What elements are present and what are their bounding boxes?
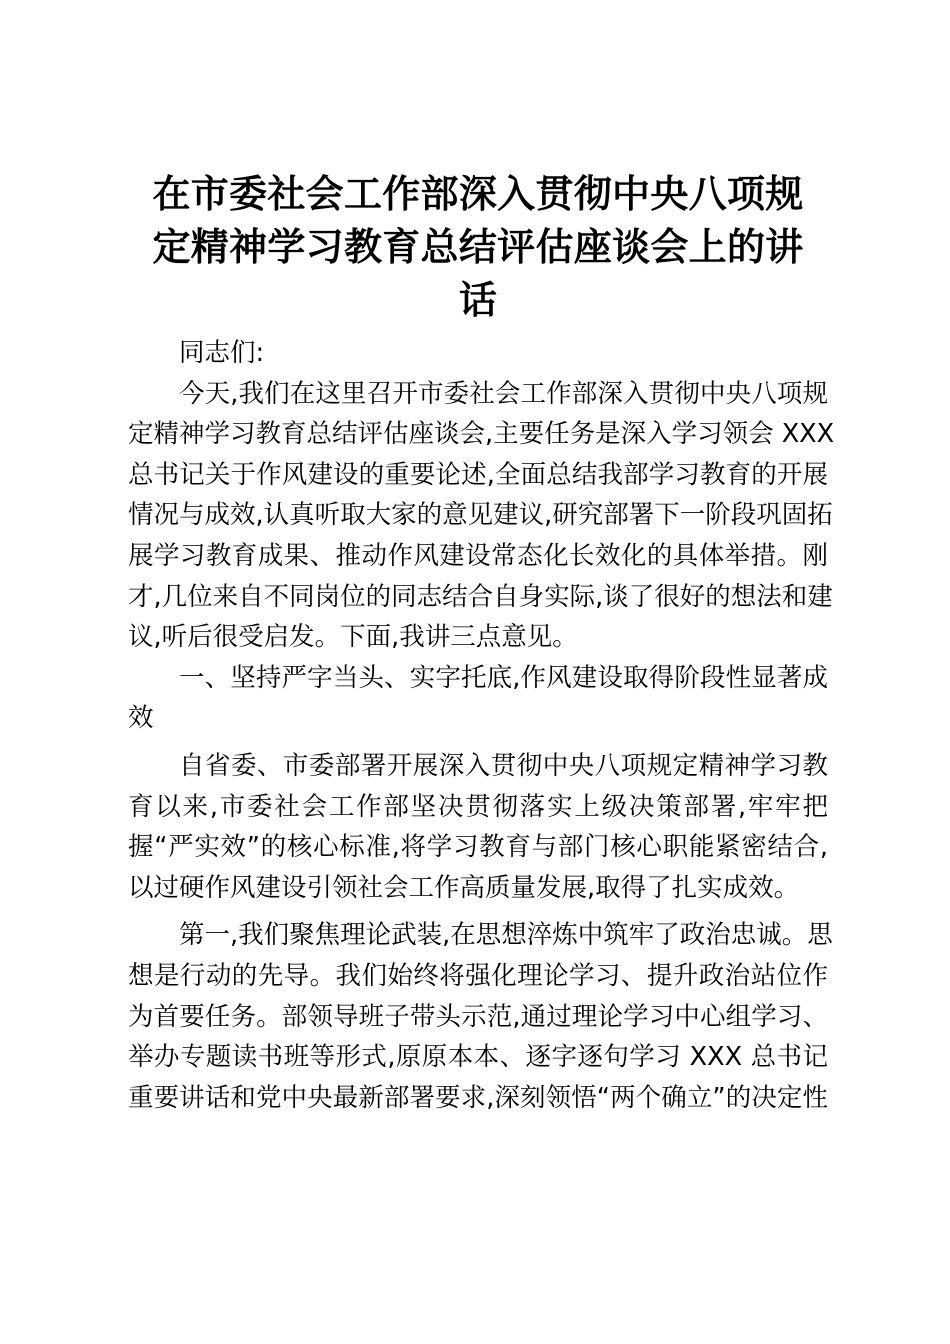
spacer	[128, 739, 828, 746]
paragraph-opening	[128, 374, 835, 658]
paragraph-line: 以过硬作风建设引领社会工作高质量发展,取得了扎实成效。	[128, 872, 800, 903]
paragraph-line: 育以来,市委社会工作部坚决贯彻落实上级决策部署,牢牢把	[128, 791, 828, 822]
paragraph-line: 重要讲话和党中央最新部署要求,深刻领悟“两个确立”的决定性	[128, 1082, 828, 1113]
section-heading-1	[128, 658, 828, 739]
paragraph-line: 第一,我们聚焦理论武装,在思想淬炼中筑牢了政治忠诚。思	[179, 920, 833, 951]
heading-line: 效	[128, 703, 154, 734]
paragraph-line: 议,听后很受启发。下面,我讲三点意见。	[128, 622, 578, 653]
paragraph-line: 握“严实效”的核心标准,将学习教育与部门核心职能紧密结合,	[128, 832, 828, 863]
paragraph-first-point	[128, 915, 833, 1118]
paragraph-line: 才,几位来自不同岗位的同志结合自身实际,谈了很好的想法和建	[128, 581, 833, 612]
heading-line: 一、坚持严字当头、实字托底,作风建设取得阶段性显著成	[179, 662, 828, 693]
paragraph-line: 情况与成效,认真听取大家的意见建议,研究部署下一阶段巩固拓	[128, 500, 833, 531]
title-line: 话	[458, 278, 498, 322]
salutation: 同志们:	[179, 338, 265, 368]
paragraph-line: 定精神学习教育总结评估座谈会,主要任务是深入学习领会 XXX	[128, 419, 835, 450]
paragraph-line: 为首要任务。部领导班子带头示范,通过理论学习中心组学习、	[128, 1001, 828, 1032]
document-title	[128, 168, 828, 327]
paragraph-line: 想是行动的先导。我们始终将强化理论学习、提升政治站位作	[128, 960, 828, 991]
paragraph-line: 展学习教育成果、推动作风建设常态化长效化的具体举措。刚	[128, 540, 828, 571]
title-line: 定精神学习教育总结评估座谈会上的讲	[152, 225, 804, 269]
paragraph-line: 举办专题读书班等形式,原原本本、逐字逐句学习 XXX 总书记	[128, 1042, 828, 1073]
paragraph-line: 自省委、市委部署开展深入贯彻中央八项规定精神学习教	[179, 750, 828, 781]
document-body	[128, 168, 835, 1118]
speech-text	[128, 333, 835, 1118]
title-line: 在市委社会工作部深入贯彻中央八项规	[152, 172, 804, 216]
paragraph-achievements	[128, 746, 828, 908]
paragraph-line: 今天,我们在这里召开市委社会工作部深入贯彻中央八项规	[179, 378, 828, 409]
spacer	[128, 908, 828, 915]
paragraph-line: 总书记关于作风建设的重要论述,全面总结我部学习教育的开展	[128, 459, 828, 490]
